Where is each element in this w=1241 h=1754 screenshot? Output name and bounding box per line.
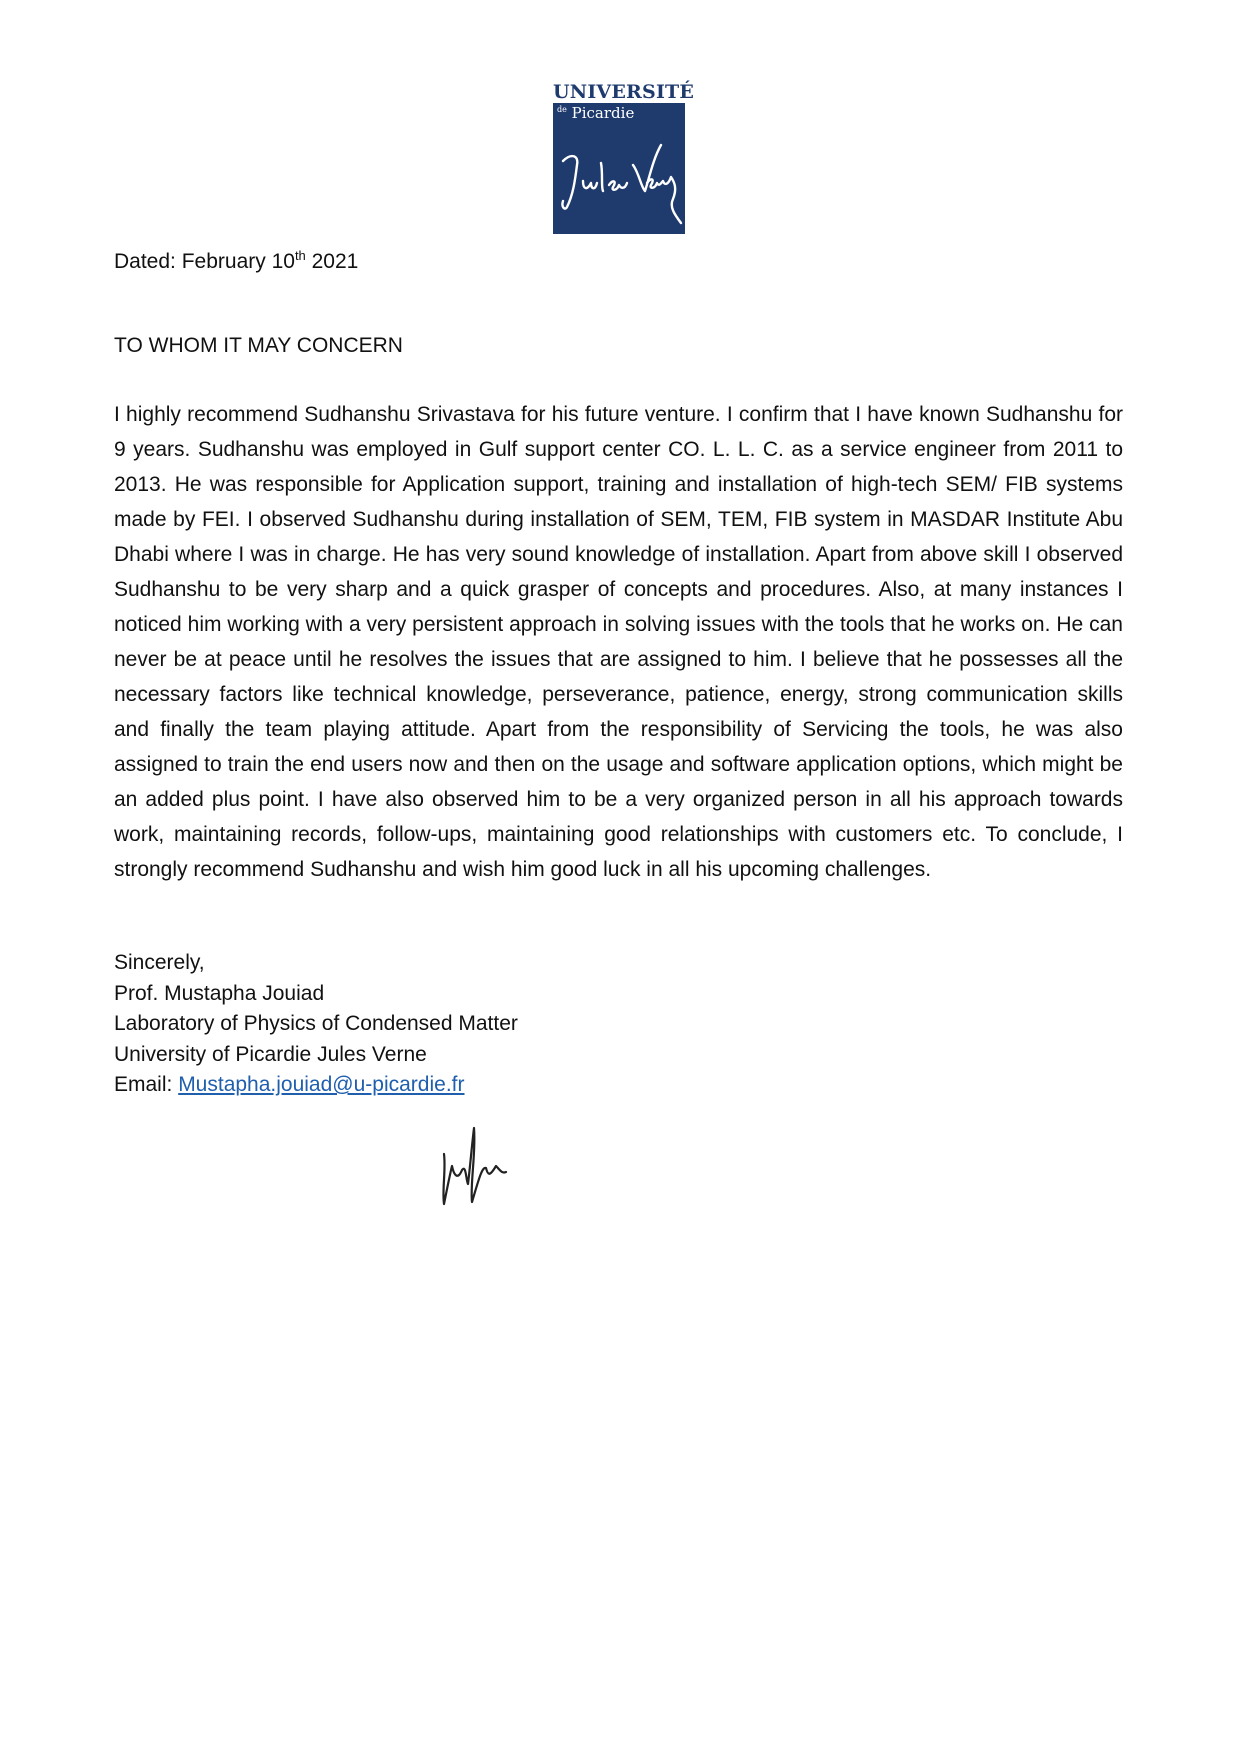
logo-prefix: de [557, 105, 567, 114]
logo-box [553, 103, 685, 234]
letter-date [114, 244, 358, 274]
signature-icon [440, 1124, 540, 1209]
date-year: 2021 [305, 250, 359, 273]
salutation: TO WHOM IT MAY CONCERN [114, 334, 403, 357]
email-line [114, 1070, 518, 1101]
signatory-department: Laboratory of Physics of Condensed Matter [114, 1012, 518, 1035]
letter-body [114, 397, 1123, 887]
valediction: Sincerely, [114, 951, 205, 974]
signatory-institution: University of Picardie Jules Verne [114, 1042, 427, 1066]
signatory-name: Prof. Mustapha Jouiad [114, 981, 325, 1005]
logo-picardie: Picardie [571, 104, 635, 122]
body-paragraph: I highly recommend Sudhanshu Srivastava for his future venture. I confirm that I have known Sudhanshu for 9 years. Sudhanshu was employed in Gulf support center CO. L. L. C. as a service engineer from 2011 to 2013. He was responsible for Application support, training and installation of high-tech SEM/ FIB systems made by FEI. I observed Sudhanshu during installation of SEM, TEM, FIB system in MASDAR Institute Abu Dhabi where I was in charge. He has very sound knowledge of installation. Apart from above skill I observed Sudhanshu to be very sharp and a quick grasper of concepts and procedures. Also, at many instances I noticed him working with a very persistent approach in solving issues with the tools that he works on. He can never be at peace until he resolves the issues that are assigned to him. I believe that he possesses all the necessary factors like technical knowledge, perseverance, patience, energy, strong communication skills and finally the team playing attitude. Apart from the responsibility of Servicing the tools, he was also assigned to train the end users now and then on the usage and software application options, which might be an added plus point. I have also observed him to be a very organized person in all his approach towards work, maintaining records, follow-ups, maintaining good relationships with customers etc. To conclude, I strongly recommend Sudhanshu and wish him good luck in all his upcoming challenges. [114, 403, 1123, 881]
closing-block [114, 948, 518, 1101]
date-text: Dated: February 10 [114, 250, 295, 273]
jules-verne-script-icon [553, 103, 685, 234]
logo-title: UNIVERSITÉ [553, 81, 695, 103]
university-logo [553, 81, 695, 234]
date-ordinal: th [294, 248, 306, 263]
email-link[interactable]: Mustapha.jouiad@u-picardie.fr [178, 1073, 465, 1096]
email-label: Email: [114, 1073, 179, 1096]
